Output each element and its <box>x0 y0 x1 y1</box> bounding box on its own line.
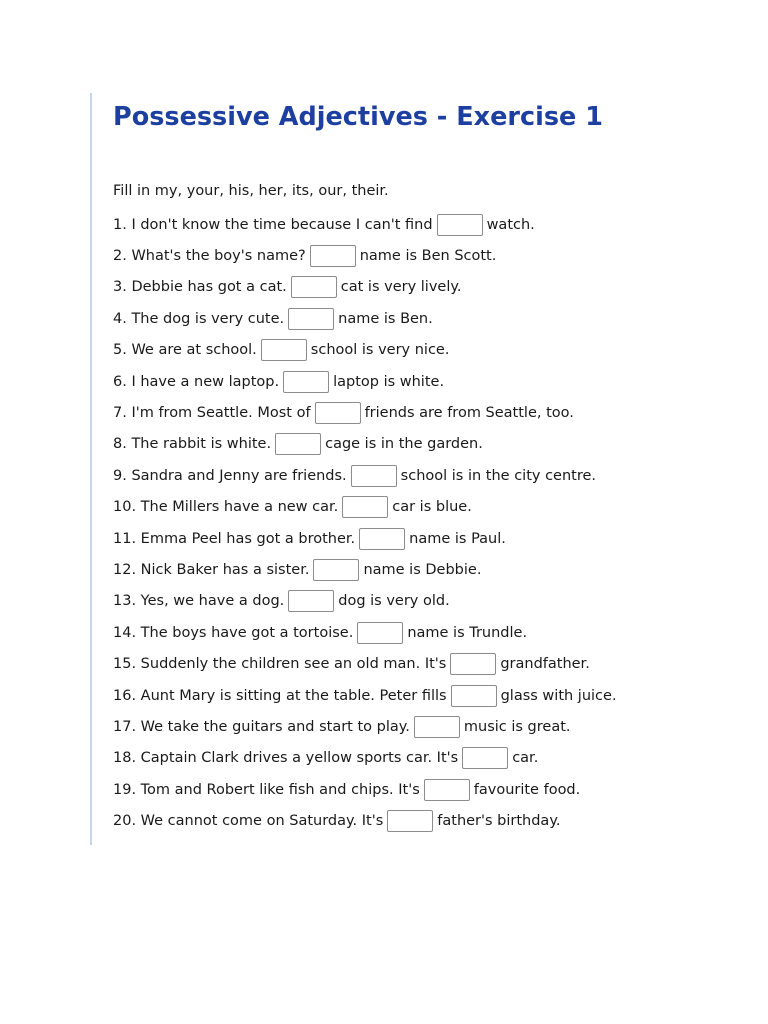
answer-input-14[interactable] <box>357 622 403 644</box>
exercise-item-13 <box>113 586 617 617</box>
answer-input-7[interactable] <box>315 402 361 424</box>
answer-input-5[interactable] <box>261 339 307 361</box>
exercise-prompt: 15. Suddenly the children see an old man. It's <box>113 656 447 673</box>
exercise-continuation: school is in the city centre. <box>400 467 597 484</box>
exercise-prompt: 1. I don't know the time because I can't find <box>113 216 433 233</box>
exercise-continuation: dog is very old. <box>338 593 450 610</box>
answer-input-13[interactable] <box>288 590 334 612</box>
exercise-prompt: 11. Emma Peel has got a brother. <box>113 530 356 547</box>
answer-input-3[interactable] <box>291 276 337 298</box>
exercise-item-9 <box>113 460 617 491</box>
answer-input-11[interactable] <box>359 528 405 550</box>
exercise-prompt: 3. Debbie has got a cat. <box>113 279 287 296</box>
answer-input-1[interactable] <box>437 214 483 236</box>
exercise-continuation: father's birthday. <box>437 813 561 830</box>
exercise-item-14 <box>113 617 617 648</box>
answer-input-6[interactable] <box>283 371 329 393</box>
answer-input-2[interactable] <box>310 245 356 267</box>
exercise-continuation: glass with juice. <box>500 687 617 704</box>
exercise-item-3 <box>113 272 617 303</box>
exercise-item-6 <box>113 366 617 397</box>
exercise-continuation: grandfather. <box>500 656 590 673</box>
instructions-text: Fill in my, your, his, her, its, our, their. <box>113 183 389 199</box>
exercise-item-11 <box>113 523 617 554</box>
exercise-continuation: music is great. <box>463 718 571 735</box>
exercise-prompt: 5. We are at school. <box>113 342 257 359</box>
exercise-prompt: 19. Tom and Robert like fish and chips. It's <box>113 781 420 798</box>
exercise-prompt: 7. I'm from Seattle. Most of <box>113 405 311 422</box>
exercise-prompt: 16. Aunt Mary is sitting at the table. Peter fills <box>113 687 447 704</box>
left-border-rule <box>90 93 92 845</box>
exercise-prompt: 4. The dog is very cute. <box>113 310 285 327</box>
exercise-continuation: cat is very lively. <box>340 279 462 296</box>
exercise-continuation: friends are from Seattle, too. <box>364 405 574 422</box>
exercise-continuation: name is Ben. <box>338 310 433 327</box>
answer-input-15[interactable] <box>450 653 496 675</box>
exercise-item-2 <box>113 240 617 271</box>
exercise-prompt: 6. I have a new laptop. <box>113 373 280 390</box>
answer-input-18[interactable] <box>462 747 508 769</box>
exercise-item-5 <box>113 335 617 366</box>
exercise-prompt: 10. The Millers have a new car. <box>113 499 339 516</box>
exercise-prompt: 20. We cannot come on Saturday. It's <box>113 813 384 830</box>
exercise-item-20 <box>113 805 617 836</box>
exercise-item-15 <box>113 648 617 679</box>
exercise-item-18 <box>113 743 617 774</box>
answer-input-20[interactable] <box>387 810 433 832</box>
exercise-continuation: school is very nice. <box>310 342 450 359</box>
exercise-item-17 <box>113 711 617 742</box>
exercise-continuation: car is blue. <box>392 499 472 516</box>
exercise-continuation: name is Debbie. <box>363 561 482 578</box>
answer-input-10[interactable] <box>342 496 388 518</box>
answer-input-9[interactable] <box>351 465 397 487</box>
answer-input-17[interactable] <box>414 716 460 738</box>
exercise-item-8 <box>113 429 617 460</box>
exercise-item-1 <box>113 209 617 240</box>
answer-input-4[interactable] <box>288 308 334 330</box>
exercise-item-7 <box>113 397 617 428</box>
exercise-prompt: 18. Captain Clark drives a yellow sports car. It's <box>113 750 459 767</box>
exercise-item-10 <box>113 492 617 523</box>
exercise-prompt: 9. Sandra and Jenny are friends. <box>113 467 347 484</box>
answer-input-12[interactable] <box>313 559 359 581</box>
exercise-continuation: laptop is white. <box>333 373 445 390</box>
exercise-continuation: name is Ben Scott. <box>359 248 497 265</box>
exercise-prompt: 12. Nick Baker has a sister. <box>113 561 310 578</box>
exercise-item-16 <box>113 680 617 711</box>
exercise-continuation: watch. <box>486 216 535 233</box>
exercise-prompt: 2. What's the boy's name? <box>113 248 306 265</box>
exercise-item-19 <box>113 774 617 805</box>
exercise-continuation: favourite food. <box>473 781 581 798</box>
exercise-continuation: name is Trundle. <box>407 624 528 641</box>
answer-input-19[interactable] <box>424 779 470 801</box>
exercise-list <box>113 209 617 837</box>
exercise-item-4 <box>113 303 617 334</box>
page-title: Possessive Adjectives - Exercise 1 <box>113 102 603 132</box>
exercise-item-12 <box>113 554 617 585</box>
answer-input-8[interactable] <box>275 433 321 455</box>
exercise-continuation: car. <box>512 750 539 767</box>
exercise-prompt: 17. We take the guitars and start to play. <box>113 718 410 735</box>
exercise-prompt: 8. The rabbit is white. <box>113 436 272 453</box>
exercise-prompt: 14. The boys have got a tortoise. <box>113 624 354 641</box>
exercise-prompt: 13. Yes, we have a dog. <box>113 593 285 610</box>
answer-input-16[interactable] <box>451 685 497 707</box>
exercise-continuation: cage is in the garden. <box>325 436 483 453</box>
exercise-continuation: name is Paul. <box>409 530 506 547</box>
